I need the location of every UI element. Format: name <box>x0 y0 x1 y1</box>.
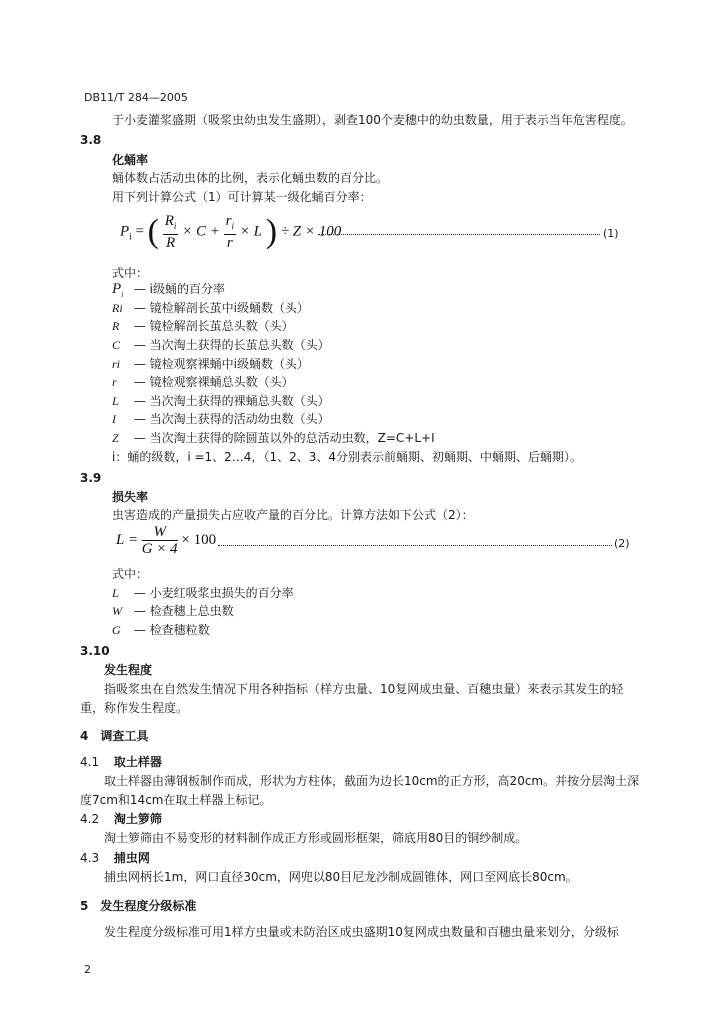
var-row <box>112 356 309 372</box>
var-row <box>112 603 234 619</box>
formula-1-num1: R <box>164 213 174 229</box>
var-description: — 检查穗粒数 <box>133 623 210 637</box>
formula-2-tail: × 100 <box>181 531 217 548</box>
formula-intro: 用下列计算公式（1）可计算某一级化蛹百分率： <box>112 190 372 204</box>
term-occurrence-degree: 发生程度 <box>104 663 153 677</box>
var-symbol: Z <box>112 431 119 445</box>
definition-loss-rate: 虫害造成的产量损失占应收产量的百分比。计算方法如下公式（2）： <box>112 508 474 522</box>
where-label-1: 式中： <box>112 266 149 280</box>
document-code: DB11/T 284—2005 <box>84 91 188 104</box>
subsection-4-2 <box>80 811 162 827</box>
formula-1-frac-1 <box>163 213 179 251</box>
page-number: 2 <box>84 963 91 976</box>
var-row <box>112 318 294 334</box>
var-description: — 镜检观察裸蛹总头数（头） <box>133 375 294 389</box>
subsection-number: 4.1 <box>80 755 100 769</box>
formula-1-mul-c: × C + <box>182 223 220 240</box>
subsection-title: 捕虫网 <box>113 851 150 865</box>
formula-2-lhs: L = <box>116 531 138 548</box>
var-symbol: C <box>112 338 121 352</box>
formula-2-number: (2) <box>614 537 630 550</box>
var-symbol: P <box>112 281 122 297</box>
var-description: — 镜检解剖长茧总头数（头） <box>133 319 294 333</box>
formula-1-num1-sub: i <box>173 221 177 231</box>
definition-occurrence-degree-line1: 指吸浆虫在自然发生情况下用各种指标（样方虫量、10复网成虫量、百穗虫量）来表示其发生的轻 <box>104 682 624 696</box>
var-symbol: Ri <box>112 301 123 315</box>
formula-2 <box>116 524 216 557</box>
var-row <box>112 411 330 427</box>
var-symbol: L <box>112 394 119 408</box>
formula-1-frac-2 <box>224 213 236 251</box>
var-description: — 当次淘土获得的裸蛹总头数（头） <box>133 394 330 408</box>
var-symbol-sub: i <box>121 290 124 299</box>
formula-1-leader-dots <box>318 234 600 235</box>
formula-1-open-paren: ( <box>147 213 159 250</box>
var-description: — 当次淘土获得的长茧总头数（头） <box>133 338 330 352</box>
formula-2-frac <box>142 524 178 557</box>
subsection-number: 4.3 <box>80 851 100 865</box>
section-heading-4: 4 调查工具 <box>80 729 149 743</box>
definition-occurrence-degree-line2: 重，称作发生程度。 <box>80 701 189 715</box>
section-number-3-8: 3.8 <box>80 133 102 147</box>
var-description: — i级蛹的百分率 <box>133 282 225 296</box>
formula-1-number: (1) <box>603 227 619 240</box>
pupa-grade-note: i：蛹的级数，i =1、2…4，（1、2、3、4分别表示前蛹期、初蛹期、中蛹期、后蛹期）。 <box>112 450 582 464</box>
formula-1-mul-l: × L <box>239 223 262 240</box>
soil-sampler-text-line1: 取土样器由薄钢板制作而成，形状为方柱体，截面为边长10cm的正方形，高20cm。并按分层淘土深 <box>104 774 640 788</box>
soil-sampler-text-line2: 度7cm和14cm在取土样器上标记。 <box>80 793 272 807</box>
var-symbol: R <box>112 319 120 333</box>
subsection-title: 取土样器 <box>113 755 162 769</box>
subsection-number: 4.2 <box>80 812 100 826</box>
term-pupation-rate: 化蛹率 <box>112 153 149 167</box>
formula-2-leader-dots <box>218 545 612 546</box>
formula-2-den: G × 4 <box>141 541 178 557</box>
formula-1-lhs: P <box>120 223 130 240</box>
definition-pupation-rate: 蛹体数占活动虫体的比例，表示化蛹虫数的百分比。 <box>112 171 389 185</box>
formula-1-den2: r <box>226 235 233 251</box>
var-symbol: I <box>112 412 116 426</box>
var-row <box>112 300 309 316</box>
var-symbol: ri <box>112 357 121 371</box>
formula-1-close-paren: ) <box>265 213 278 250</box>
formula-1-tail: ÷ Z × 100 <box>280 223 342 240</box>
var-symbol: L <box>112 586 119 600</box>
section-number-3-9: 3.9 <box>80 471 102 485</box>
subsection-4-1 <box>80 754 162 770</box>
formula-1-num2-sub: i <box>231 221 235 231</box>
var-symbol: G <box>112 623 121 637</box>
subsection-4-3 <box>80 850 150 866</box>
where-label-2: 式中： <box>112 567 149 581</box>
grading-standard-text: 发生程度分级标准可用1样方虫量或未防治区成虫盛期10复网成虫数量和百穗虫量来划分，分级标 <box>104 925 619 939</box>
insect-net-text: 捕虫网柄长1m，网口直径30cm，网兜以80目尼龙沙制成圆锥体，网口至网底长80cm。 <box>104 870 578 884</box>
var-description: — 检查穗上总虫数 <box>133 604 234 618</box>
section-number-3-10: 3.10 <box>80 644 110 658</box>
var-description: — 镜检观察裸蛹中i级蛹数（头） <box>133 357 309 371</box>
var-row <box>112 585 294 601</box>
term-loss-rate: 损失率 <box>112 490 149 504</box>
formula-1 <box>120 213 341 251</box>
formula-1-den1: R <box>165 235 176 251</box>
var-row <box>112 374 294 390</box>
var-row <box>112 430 435 446</box>
var-description: — 当次淘土获得的除圆茧以外的总活动虫数，Z=C+L+I <box>133 431 435 445</box>
var-symbol: r <box>112 375 117 389</box>
var-description: — 小麦红吸浆虫损失的百分率 <box>133 586 294 600</box>
section-heading-5: 5 发生程度分级标准 <box>80 899 197 913</box>
sieve-text: 淘土箩筛由不易变形的材料制作成正方形或圆形框架，筛底用80目的铜纱制成。 <box>104 831 528 845</box>
formula-1-eq: = <box>135 223 144 240</box>
formula-1-lhs-sub: i <box>129 231 132 242</box>
var-symbol: W <box>112 604 122 618</box>
var-description: — 镜检解剖长茧中i级蛹数（头） <box>133 301 309 315</box>
subsection-title: 淘土箩筛 <box>113 812 162 826</box>
var-row <box>112 393 330 409</box>
var-row <box>112 622 210 638</box>
var-row <box>112 337 330 353</box>
intro-paragraph: 于小麦灌浆盛期（吸浆虫幼虫发生盛期），剥查100个麦穗中的幼虫数量，用于表示当年危害程度。 <box>112 113 633 127</box>
formula-1-num2: r <box>225 213 232 229</box>
formula-2-num: W <box>142 524 178 541</box>
var-description: — 当次淘土获得的活动幼虫数（头） <box>133 412 330 426</box>
